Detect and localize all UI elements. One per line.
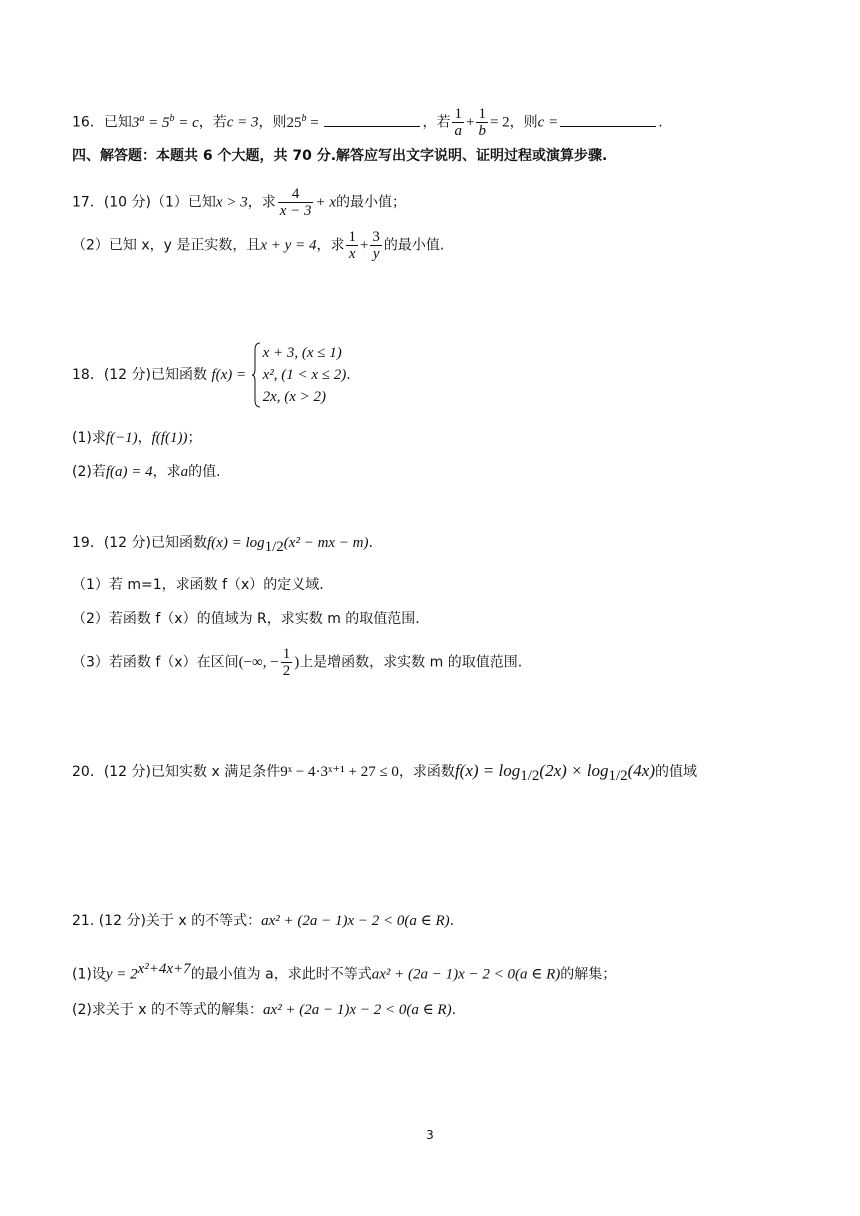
question-21-part-2: (2)求关于 x 的不等式的解集：ax² + (2a − 1)x − 2 < 0(a ∈ R). <box>72 1002 457 1018</box>
piecewise-function <box>251 342 347 408</box>
section-heading: 四、解答题：本题共 6 个大题，共 70 分.解答应写出文字说明、证明过程或演算步骤. <box>72 148 608 164</box>
question-18: 18．(12 分)已知函数 f(x) = x + 3, (x ≤ 1) x², (1 < x ≤ 2) 2x, (x > 2) . <box>72 342 351 408</box>
question-21: 21. (12 分)关于 x 的不等式：ax² + (2a − 1)x − 2 < 0(a ∈ R). <box>72 913 455 929</box>
fraction-1-over-x: $\frac{1}{x}$ <box>348 229 356 262</box>
question-18-part-1: (1)求f(−1)，f(f(1))； <box>72 430 202 446</box>
fraction-4-over-x-minus-3: $\frac{4}{x - 3}$ <box>279 186 312 219</box>
question-19-part-2: （2）若函数 f（x）的值域为 R，求实数 m 的取值范围. <box>72 611 420 627</box>
question-16: 16．已知$3^a = 5^b = c$，若c = 3，则$25^b$ = ，若 $\frac{1}{a}$ + $\frac{1}{b}$ = 2，则c = . <box>72 106 663 139</box>
case-2: x², (1 < x ≤ 2) <box>262 367 347 383</box>
case-1: x + 3, (x ≤ 1) <box>262 345 342 361</box>
fraction-1-over-a: $\frac{1}{a}$ <box>454 106 462 139</box>
page-number: 3 <box>426 1128 434 1142</box>
fraction-1-over-2: $\frac{1}{2}$ <box>282 646 291 679</box>
question-17-part-1: 17．(10 分)（1）已知x > 3，求 $\frac{4}{x - 3}$ + x的最小值； <box>72 186 407 219</box>
fraction-3-over-y: $\frac{3}{y}$ <box>372 229 380 262</box>
question-19: 19．(12 分)已知函数$f(x) = \log_{1/2}(x^2$ − mx − m). <box>72 535 373 555</box>
question-20: 20．(12 分)已知实数 x 满足条件9ˣ − 4·3ˣ⁺¹ + 27 ≤ 0，求函数$f(x) = \log_{1/2}(2x) \times \log_{1/2}(4x)$的值域 <box>72 761 698 784</box>
question-19-part-1: （1）若 m=1，求函数 f（x）的定义域. <box>72 577 324 593</box>
brace-icon <box>251 342 261 408</box>
fraction-1-over-b: $\frac{1}{b}$ <box>478 106 486 139</box>
question-17-part-2: （2）已知 x，y 是正实数，且x + y = 4，求 $\frac{1}{x}$ + $\frac{3}{y}$ 的最小值. <box>72 229 445 262</box>
question-19-part-3: （3）若函数 f（x）在区间(−∞, − $\frac{1}{2}$ )上是增函数，求实数 m 的取值范围. <box>72 646 523 679</box>
question-18-part-2: (2)若f(a) = 4，求a的值. <box>72 464 221 480</box>
case-3: 2x, (x > 2) <box>262 389 327 405</box>
question-21-part-1: (1)设$y = 2^{x^2+4x+7}$的最小值为 a，求此时不等式ax² + (2a − 1)x − 2 < 0(a ∈ R)的解集； <box>72 961 617 983</box>
answer-blank-2[interactable] <box>560 112 656 127</box>
answer-blank-1[interactable] <box>324 112 420 127</box>
